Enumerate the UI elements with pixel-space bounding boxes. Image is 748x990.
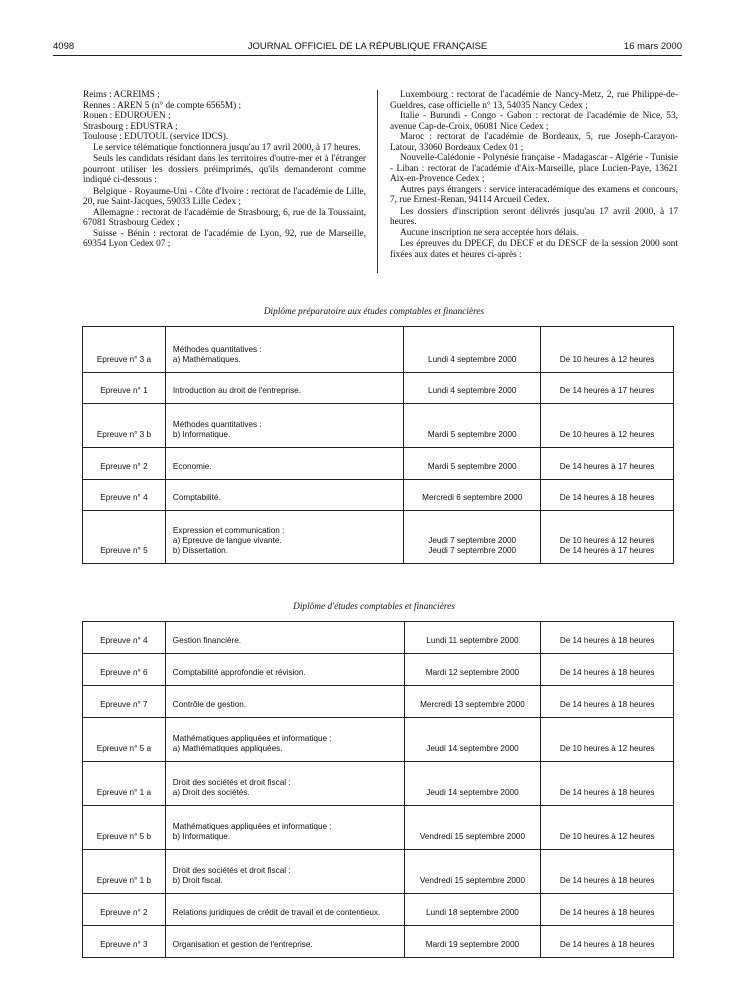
table-row	[83, 926, 674, 958]
matiere-line: Droit des sociétés et droit fiscal :	[172, 778, 291, 787]
epreuve-cell	[83, 327, 166, 373]
heures-cell	[541, 686, 674, 718]
matiere-line: Mathématiques appliquées et informatique :	[172, 734, 332, 743]
paragraph: Nouvelle-Calédonie - Polynésie française - Madagascar - Algérie - Tunisie - Liban : rectorat de l'académie d'Aix-Marseille, place Lucien-Paye, 13621 Aix-en-Provence Cedex ;	[390, 153, 678, 184]
paragraph: Aucune inscription ne sera acceptée hors délais.	[400, 227, 579, 238]
heures-line: De 14 heures à 17 heures	[559, 386, 655, 395]
matiere-cell	[165, 894, 404, 926]
matiere-line: b) Droit fiscal.	[172, 876, 223, 885]
paragraph: Rouen : EDUROUEN ;	[83, 111, 171, 121]
heures-line: De 14 heures à 18 heures	[559, 940, 655, 949]
paragraph: Suisse - Bénin : rectorat de l'académie de Lyon, 92, rue de Marseille, 69354 Lyon Cedex 07 ;	[83, 228, 366, 249]
epreuve-cell	[83, 654, 166, 686]
date-cell	[404, 327, 541, 373]
matiere-line: b) Informatique.	[172, 832, 231, 841]
matiere-cell	[165, 926, 404, 958]
paragraph: Toulouse : EDUTOUL (service IDCS).	[83, 132, 229, 142]
heures-line: De 14 heures à 18 heures	[559, 668, 655, 677]
heures-cell	[541, 404, 674, 448]
matiere-line: Introduction au droit de l'entreprise.	[172, 386, 301, 395]
date-cell	[404, 448, 541, 480]
date-cell	[404, 480, 541, 511]
epreuve-label: Epreuve n° 5 a	[96, 744, 152, 753]
heures-line: De 14 heures à 18 heures	[559, 876, 655, 885]
date-cell	[404, 622, 541, 654]
heures-cell	[541, 448, 674, 480]
matiere-cell	[165, 806, 404, 850]
paragraph: Le service télématique fonctionnera jusqu'au 17 avril 2000, à 17 heures.	[93, 142, 361, 153]
matiere-cell	[165, 327, 403, 373]
epreuve-label: Epreuve n° 4	[100, 636, 148, 645]
date-cell	[404, 373, 541, 404]
matiere-line: Relations juridiques de crédit de travail et de contentieux.	[172, 908, 381, 917]
matiere-cell	[165, 654, 404, 686]
matiere-line: a) Epreuve de langue vivante.	[172, 536, 282, 545]
epreuve-label: Epreuve n° 3 a	[96, 355, 152, 364]
date-cell	[404, 894, 541, 926]
paragraph: Luxembourg : rectorat de l'académie de Nancy-Metz, 2, rue Philippe-de-Gueldres, case officielle n° 13, 54035 Nancy Cedex ;	[390, 90, 678, 111]
epreuve-label: Epreuve n° 1 b	[96, 876, 152, 885]
epreuve-cell	[83, 480, 166, 511]
paragraph: Allemagne : rectorat de l'académie de Strasbourg, 6, rue de la Toussaint, 67081 Strasbourg Cedex ;	[83, 207, 366, 228]
journal-title: JOURNAL OFFICIEL DE LA RÉPUBLIQUE FRANÇAISE	[247, 41, 488, 52]
matiere-line: Méthodes quantitatives :	[172, 345, 262, 354]
matiere-line: Comptabilité approfondie et révision.	[172, 668, 306, 677]
date-line: Mercredi 6 septembre 2000	[422, 493, 523, 502]
epreuve-cell	[83, 850, 166, 894]
table-row	[83, 480, 674, 511]
heures-line: De 14 heures à 18 heures	[559, 908, 655, 917]
publication-date: 16 mars 2000	[623, 41, 682, 52]
table-row	[83, 762, 674, 806]
epreuve-cell	[83, 926, 166, 958]
matiere-cell	[165, 480, 403, 511]
date-line: Lundi 4 septembre 2000	[428, 355, 517, 364]
date-line: Mardi 5 septembre 2000	[427, 430, 517, 439]
heures-cell	[541, 926, 674, 958]
epreuve-cell	[83, 806, 166, 850]
epreuve-cell	[83, 404, 166, 448]
date-cell	[404, 511, 541, 564]
table-row	[83, 622, 674, 654]
matiere-line: Expression et communication :	[172, 526, 285, 535]
matiere-cell	[165, 511, 403, 564]
paragraph: Les épreuves du DPECF, du DECF et du DESCF de la session 2000 sont fixées aux dates et heures ci-après :	[390, 239, 678, 260]
table-row	[83, 806, 674, 850]
table-row	[83, 448, 674, 480]
matiere-line: a) Mathématiques.	[172, 355, 241, 364]
epreuve-cell	[83, 894, 166, 926]
date-line: Vendredi 15 septembre 2000	[419, 832, 526, 841]
date-cell	[404, 806, 541, 850]
epreuve-label: Epreuve n° 4	[100, 493, 148, 502]
heures-cell	[541, 894, 674, 926]
matiere-line: a) Droit des sociétés.	[172, 788, 250, 797]
heures-line: De 10 heures à 12 heures	[559, 744, 655, 753]
epreuve-cell	[83, 686, 166, 718]
epreuve-cell	[83, 373, 166, 404]
date-line: Lundi 4 septembre 2000	[428, 386, 517, 395]
table1-caption: Diplôme préparatoire aux études comptables et financières	[263, 307, 485, 317]
matiere-cell	[165, 718, 404, 762]
column-divider	[377, 90, 378, 273]
matiere-line: Comptabilité.	[172, 493, 221, 502]
matiere-cell	[165, 404, 403, 448]
table-row	[83, 511, 674, 564]
paragraph: Autres pays étrangers : service interacadémique des examens et concours, 7, rue Ernest-Renan, 94114 Arcueil Cedex.	[390, 184, 678, 205]
table-row	[83, 894, 674, 926]
table-row	[83, 718, 674, 762]
epreuve-label: Epreuve n° 7	[100, 700, 148, 709]
date-cell	[404, 686, 541, 718]
heures-line: De 10 heures à 12 heures	[559, 355, 655, 364]
paragraph: Belgique - Royaume-Uni - Côte d'Ivoire : rectorat de l'académie de Lille, 20, rue Saint-Jacques, 59033 Lille Cedex ;	[83, 186, 366, 207]
heures-line: De 14 heures à 17 heures	[559, 462, 655, 471]
heures-cell	[541, 850, 674, 894]
matiere-line: Contrôle de gestion.	[172, 700, 247, 709]
heures-cell	[541, 762, 674, 806]
heures-line: De 14 heures à 18 heures	[559, 700, 655, 709]
heures-line: De 10 heures à 12 heures	[559, 536, 655, 545]
matiere-cell	[165, 622, 404, 654]
date-line: Mardi 5 septembre 2000	[427, 462, 517, 471]
heures-cell	[541, 654, 674, 686]
date-line: Jeudi 14 septembre 2000	[426, 744, 519, 753]
heures-cell	[541, 806, 674, 850]
matiere-line: Organisation et gestion de l'entreprise.	[172, 940, 313, 949]
heures-cell	[541, 622, 674, 654]
table2-caption: Diplôme d'études comptables et financières	[293, 602, 455, 612]
table-row	[83, 850, 674, 894]
date-cell	[404, 404, 541, 448]
paragraph: Seuls les candidats résidant dans les territoires d'outre-mer et à l'étranger pourront utiliser les dossiers préimprimés, qu'ils demanderont comme indiqué ci-dessous :	[83, 154, 366, 185]
matiere-line: b) Dissertation.	[172, 546, 228, 555]
date-line: Lundi 11 septembre 2000	[426, 636, 519, 645]
heures-line: De 14 heures à 18 heures	[559, 788, 655, 797]
matiere-cell	[165, 686, 404, 718]
decf-schedule-table	[82, 621, 674, 958]
matiere-cell	[165, 373, 403, 404]
matiere-line: a) Mathématiques appliquées.	[172, 744, 283, 753]
heures-line: De 14 heures à 17 heures	[559, 546, 655, 555]
heures-line: De 10 heures à 12 heures	[559, 430, 655, 439]
epreuve-label: Epreuve n° 2	[100, 908, 148, 917]
epreuve-label: Epreuve n° 2	[100, 462, 148, 471]
date-line: Vendredi 15 septembre 2000	[419, 876, 526, 885]
matiere-cell	[165, 448, 403, 480]
matiere-line: Economie.	[172, 462, 212, 471]
heures-line: De 14 heures à 18 heures	[559, 493, 655, 502]
epreuve-label: Epreuve n° 1	[100, 386, 148, 395]
matiere-line: b) Informatique.	[172, 430, 231, 439]
epreuve-cell	[83, 448, 166, 480]
date-line: Mercredi 13 septembre 2000	[420, 700, 525, 709]
date-line: Jeudi 7 septembre 2000	[428, 536, 517, 545]
date-cell	[404, 718, 541, 762]
epreuve-label: Epreuve n° 1 a	[96, 788, 152, 797]
heures-cell	[541, 373, 674, 404]
paragraph: Italie - Burundi - Congo - Gabon : rectorat de l'académie de Nice, 53, avenue Cap-de-Croix, 06081 Nice Cedex ;	[390, 111, 678, 132]
table-row	[83, 654, 674, 686]
heures-cell	[541, 327, 674, 373]
date-cell	[404, 762, 541, 806]
epreuve-label: Epreuve n° 6	[100, 668, 148, 677]
matiere-cell	[165, 850, 404, 894]
paragraph: Les dossiers d'inscription seront délivrés jusqu'au 17 avril 2000, à 17 heures.	[390, 206, 678, 227]
dpecf-schedule-table	[82, 326, 674, 564]
matiere-cell	[165, 762, 404, 806]
epreuve-cell	[83, 511, 166, 564]
matiere-line: Mathématiques appliquées et informatique :	[172, 822, 332, 831]
paragraph: Reims : ACREIMS ;	[83, 90, 160, 100]
date-cell	[404, 926, 541, 958]
epreuve-label: Epreuve n° 3	[100, 940, 148, 949]
table-row	[83, 404, 674, 448]
date-line: Mardi 19 septembre 2000	[425, 940, 520, 949]
matiere-line: Gestion financière.	[172, 636, 242, 645]
epreuve-label: Epreuve n° 5	[100, 546, 148, 555]
left-text-column	[83, 90, 366, 250]
epreuve-cell	[83, 762, 166, 806]
table-row	[83, 327, 674, 373]
date-line: Mardi 12 septembre 2000	[425, 668, 520, 677]
date-line: Jeudi 7 septembre 2000	[428, 546, 517, 555]
epreuve-cell	[83, 718, 166, 762]
page-header	[53, 41, 682, 55]
table-row	[83, 373, 674, 404]
paragraph: Maroc : rectorat de l'académie de Bordeaux, 5, rue Joseph-Carayon-Latour, 33060 Bordeaux Cedex 01 ;	[390, 132, 678, 153]
epreuve-cell	[83, 622, 166, 654]
table-row	[83, 686, 674, 718]
paragraph: Strasbourg : EDUSTRA ;	[83, 121, 178, 132]
right-text-column	[390, 90, 678, 260]
heures-line: De 10 heures à 12 heures	[559, 832, 655, 841]
epreuve-label: Epreuve n° 3 b	[96, 430, 152, 439]
date-line: Lundi 18 septembre 2000	[426, 908, 519, 917]
matiere-line: Méthodes quantitatives :	[172, 420, 262, 429]
heures-cell	[541, 480, 674, 511]
paragraph: Rennes : AREN 5 (n° de compte 6565M) ;	[83, 100, 242, 111]
date-cell	[404, 850, 541, 894]
heures-cell	[541, 511, 674, 564]
matiere-line: Droit des sociétés et droit fiscal :	[172, 866, 291, 875]
header-rule	[53, 55, 682, 56]
heures-cell	[541, 718, 674, 762]
date-cell	[404, 654, 541, 686]
heures-line: De 14 heures à 18 heures	[559, 636, 655, 645]
date-line: Jeudi 14 septembre 2000	[426, 788, 519, 797]
epreuve-label: Epreuve n° 5 b	[96, 832, 152, 841]
page-number: 4098	[53, 41, 75, 52]
